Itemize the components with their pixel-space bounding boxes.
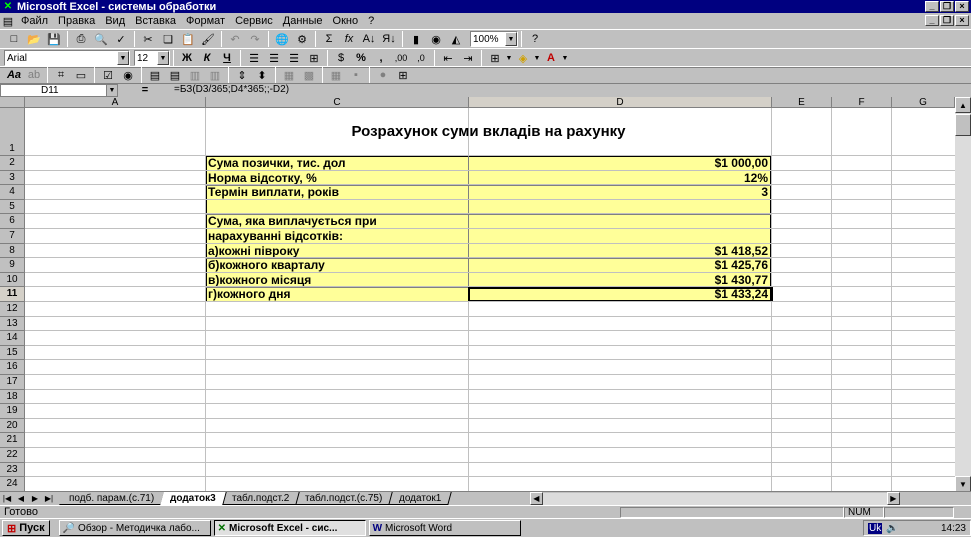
currency-icon[interactable]: $	[337, 52, 345, 64]
paste-icon[interactable]: 📋	[181, 33, 195, 46]
num-lock-indicator: NUM	[844, 507, 884, 518]
row-header[interactable]: 13	[0, 317, 25, 332]
row-header[interactable]: 2	[0, 156, 25, 171]
word-icon: W	[372, 522, 383, 534]
sheet-tab[interactable]: табл.подст.2	[222, 492, 300, 505]
combo-dropdown-icon[interactable]: ▥	[209, 69, 221, 82]
value-cell[interactable]: 3	[761, 185, 768, 200]
row-header[interactable]: 12	[0, 302, 25, 317]
start-button[interactable]: ⊞ Пуск	[2, 520, 50, 536]
menu-format[interactable]: Формат	[186, 15, 226, 27]
col-header-g[interactable]: G	[892, 97, 955, 108]
row-header[interactable]: 7	[0, 229, 25, 244]
edit-formula-button[interactable]: =	[141, 84, 149, 96]
scroll-left-icon[interactable]: ◀	[530, 492, 543, 505]
autosum-icon[interactable]: Σ	[325, 33, 333, 45]
clock: 14:23	[940, 522, 966, 534]
increase-indent-icon[interactable]: ⇥	[463, 52, 473, 65]
row-header[interactable]: 19	[0, 404, 25, 419]
task-word[interactable]: W Microsoft Word	[369, 520, 521, 536]
row-header[interactable]: 9	[0, 258, 25, 273]
function-icon[interactable]: fx	[344, 33, 354, 45]
scroll-bar-icon[interactable]: ⇕	[237, 69, 247, 82]
chart-wizard-icon[interactable]: ▮	[412, 33, 420, 46]
menu-file[interactable]: Файл	[21, 15, 49, 27]
label-cell[interactable]: в)кожного місяця	[208, 272, 312, 287]
chevron-down-icon[interactable]: ▼	[106, 85, 117, 96]
menu-bar	[0, 13, 971, 29]
sheet-tab[interactable]: подб. парам.(с.71)	[59, 492, 165, 505]
merge-center-icon[interactable]: ⊞	[309, 52, 319, 65]
select-all-button[interactable]	[0, 97, 25, 108]
office-assistant-icon[interactable]: ?	[531, 33, 539, 45]
explorer-icon: 🔎	[62, 522, 76, 534]
system-tray	[863, 520, 971, 536]
row-header[interactable]: 18	[0, 390, 25, 405]
menu-tools[interactable]: Сервис	[235, 15, 273, 27]
language-indicator[interactable]: Uk	[869, 522, 882, 534]
align-left-icon[interactable]: ☰	[249, 52, 259, 65]
copy-icon[interactable]: ❏	[163, 33, 173, 46]
label-cell[interactable]: г)кожного дня	[208, 287, 291, 302]
scroll-right-icon[interactable]: ▶	[887, 492, 900, 505]
value-cell[interactable]: 12%	[743, 170, 768, 185]
excel-icon: ✕	[217, 522, 226, 534]
first-sheet-icon[interactable]: |◀	[2, 494, 12, 503]
windows-logo-icon: ⊞	[7, 522, 17, 535]
save-icon[interactable]: 💾	[47, 33, 61, 46]
row-header[interactable]: 24	[0, 477, 25, 492]
next-sheet-icon[interactable]: ▶	[31, 494, 39, 503]
sort-asc-icon[interactable]: A↓	[362, 33, 376, 45]
option-button-icon[interactable]: ◉	[123, 69, 133, 82]
spinner-icon[interactable]: ⬍	[257, 69, 267, 82]
col-header-c[interactable]: C	[206, 97, 469, 108]
cut-icon[interactable]: ✂	[143, 33, 153, 46]
status-panel	[620, 507, 844, 518]
menu-view[interactable]: Вид	[105, 15, 126, 27]
excel-icon[interactable]: ✕	[3, 1, 13, 12]
sheet-tab[interactable]: табл.подст.(с.75)	[295, 492, 393, 505]
value-cell[interactable]	[470, 214, 768, 228]
doc-close-button[interactable]: ×	[955, 15, 969, 26]
sheet-title[interactable]: Розрахунок суми вкладів на рахунку	[351, 123, 626, 140]
row-header[interactable]: 11	[0, 287, 25, 302]
decrease-decimal-icon[interactable]: ,0	[417, 53, 425, 63]
comma-icon[interactable]: ,	[379, 52, 383, 64]
worksheet-grid[interactable]	[0, 97, 955, 492]
row-header[interactable]: 15	[0, 346, 25, 361]
checkbox-tool-icon[interactable]: ☑	[103, 69, 113, 82]
map-icon[interactable]: ◉	[431, 33, 441, 46]
row-header[interactable]: 16	[0, 360, 25, 375]
minimize-button[interactable]: _	[925, 1, 939, 12]
standard-toolbar	[0, 29, 971, 49]
underline-button[interactable]: Ч	[223, 52, 231, 64]
row-header[interactable]: 17	[0, 375, 25, 390]
status-text: Готово	[4, 506, 38, 518]
menu-data[interactable]: Данные	[282, 15, 323, 27]
last-sheet-icon[interactable]: ▶|	[44, 494, 54, 503]
increase-decimal-icon[interactable]: ,00	[394, 53, 408, 63]
italic-button[interactable]: К	[203, 52, 211, 64]
fill-dropdown-icon[interactable]: ▼	[533, 54, 541, 62]
row-header[interactable]: 6	[0, 214, 25, 229]
name-box[interactable]: D11 ▼	[0, 84, 118, 97]
percent-icon[interactable]: %	[356, 52, 366, 64]
format-painter-icon[interactable]: 🖌	[201, 33, 215, 46]
group-box-icon[interactable]: ⌗	[57, 68, 65, 81]
value-cell[interactable]: $1 433,24	[714, 287, 768, 302]
redo-icon[interactable]: ↷	[250, 33, 260, 46]
undo-icon[interactable]: ↶	[230, 33, 240, 46]
row-header[interactable]: 23	[0, 463, 25, 478]
value-cell[interactable]: $1 000,00	[714, 156, 768, 170]
restore-button[interactable]: ❐	[940, 1, 954, 12]
formula-input[interactable]: =БЗ(D3/365;D4*365;;-D2)	[174, 83, 290, 95]
decrease-indent-icon[interactable]: ⇤	[443, 52, 453, 65]
font-size-select[interactable]: 12 ▼	[134, 50, 170, 66]
button-tool-icon[interactable]: ▭	[75, 69, 87, 82]
value-cell[interactable]: $1 418,52	[714, 243, 768, 258]
label-cell[interactable]: нарахуванні відсотків:	[208, 229, 343, 243]
formatting-toolbar	[0, 48, 971, 68]
row-header[interactable]: 5	[0, 200, 25, 215]
record-icon[interactable]: ●	[379, 69, 387, 81]
row-header[interactable]: 3	[0, 171, 25, 186]
font-color-dropdown-icon[interactable]: ▼	[561, 54, 569, 62]
value-cell[interactable]	[470, 229, 768, 243]
title-bar	[0, 0, 971, 13]
forms-toolbar	[0, 66, 971, 84]
label-cell[interactable]	[208, 200, 466, 214]
speaker-icon[interactable]: 🔊	[886, 522, 899, 534]
row-header[interactable]: 20	[0, 419, 25, 434]
toggle-grid-icon[interactable]: ▦	[330, 69, 342, 82]
col-header-a[interactable]: A	[25, 97, 206, 108]
menu-help[interactable]: ?	[368, 15, 375, 27]
hyperlink-icon[interactable]: 🌐	[275, 33, 289, 46]
document-icon[interactable]: ▤	[2, 15, 14, 28]
menu-edit[interactable]: Правка	[58, 15, 96, 27]
scroll-thumb[interactable]	[955, 114, 971, 136]
zoom-select[interactable]: 100% ▼	[470, 31, 518, 47]
menu-window[interactable]: Окно	[332, 15, 359, 27]
row-header[interactable]: 1	[0, 108, 25, 156]
taskbar	[0, 518, 971, 537]
edit-code-icon[interactable]: ▩	[303, 69, 315, 82]
combo-list-icon[interactable]: ▥	[189, 69, 201, 82]
control-properties-icon[interactable]: ▦	[283, 69, 295, 82]
row-header[interactable]: 22	[0, 448, 25, 463]
open-icon[interactable]: 📂	[27, 33, 41, 46]
sort-desc-icon[interactable]: Я↓	[382, 33, 396, 45]
combo-box-icon[interactable]: ▤	[169, 69, 181, 82]
preview-icon[interactable]: 🔍	[94, 33, 108, 46]
scroll-down-icon[interactable]: ▼	[955, 476, 971, 492]
label-cell[interactable]: а)кожні півроку	[208, 243, 300, 258]
row-header[interactable]: 21	[0, 433, 25, 448]
row-header[interactable]: 4	[0, 185, 25, 200]
value-cell[interactable]	[470, 200, 768, 214]
window-title: Microsoft Excel - системы обработки	[17, 0, 217, 13]
vertical-scrollbar[interactable]	[955, 97, 971, 492]
menu-insert[interactable]: Вставка	[135, 15, 177, 27]
label-cell[interactable]: б)кожного кварталу	[208, 258, 325, 273]
row-header[interactable]: 14	[0, 331, 25, 346]
edit-box-icon[interactable]: ab	[27, 69, 41, 81]
borders-icon[interactable]: ⊞	[490, 52, 500, 65]
sheet-tab[interactable]: додаток1	[389, 492, 452, 505]
align-center-icon[interactable]: ☰	[269, 52, 279, 65]
borders-dropdown-icon[interactable]: ▼	[505, 54, 513, 62]
print-icon[interactable]: ⎙	[76, 32, 86, 45]
label-cell[interactable]: Термін виплати, років	[208, 185, 339, 200]
label-cell[interactable]: Сума позички, тис. дол	[208, 156, 346, 170]
col-header-f[interactable]: F	[832, 97, 892, 108]
run-dialog-icon[interactable]: ▪	[354, 69, 358, 81]
doc-restore-button[interactable]: ❐	[940, 15, 954, 26]
font-select[interactable]: Arial ▼	[4, 50, 130, 66]
fill-color-icon[interactable]: ◈	[518, 52, 528, 65]
row-header[interactable]: 8	[0, 244, 25, 259]
active-cell-d11[interactable]	[468, 287, 773, 302]
horizontal-scrollbar[interactable]	[530, 493, 900, 505]
label-tool-icon[interactable]: Aa	[6, 69, 22, 81]
value-cell[interactable]: $1 425,76	[714, 258, 768, 273]
sheet-tab-active[interactable]: додаток3	[160, 492, 226, 505]
align-right-icon[interactable]: ☰	[289, 52, 299, 65]
status-bar	[0, 505, 971, 518]
task-excel[interactable]: ✕ Microsoft Excel - сис...	[214, 520, 366, 536]
prev-sheet-icon[interactable]: ◀	[17, 494, 25, 503]
font-color-icon[interactable]: A	[547, 52, 555, 64]
sheet-tabs-bar	[0, 491, 971, 505]
row-header[interactable]: 10	[0, 273, 25, 288]
value-cell[interactable]: $1 430,77	[714, 272, 768, 287]
web-toolbar-icon[interactable]: ⚙	[297, 33, 307, 46]
task-explorer[interactable]: 🔎 Обзор - Методичка лабо...	[59, 520, 211, 536]
list-box-icon[interactable]: ▤	[149, 69, 161, 82]
formula-bar	[0, 83, 971, 97]
new-icon[interactable]: □	[10, 33, 18, 45]
drawing-icon[interactable]: ◭	[451, 33, 461, 46]
status-panel	[884, 507, 954, 518]
close-button[interactable]: ×	[955, 1, 969, 12]
col-header-e[interactable]: E	[772, 97, 832, 108]
toolbox-icon[interactable]: ⊞	[398, 69, 408, 82]
doc-minimize-button[interactable]: _	[925, 15, 939, 26]
label-cell[interactable]: Норма відсотку, %	[208, 170, 317, 185]
label-cell[interactable]: Сума, яка виплачується при	[208, 214, 377, 229]
scroll-up-icon[interactable]: ▲	[955, 97, 971, 113]
col-header-d[interactable]: D	[469, 97, 772, 108]
bold-button[interactable]: Ж	[182, 52, 192, 64]
spelling-icon[interactable]: ✓	[116, 33, 126, 46]
